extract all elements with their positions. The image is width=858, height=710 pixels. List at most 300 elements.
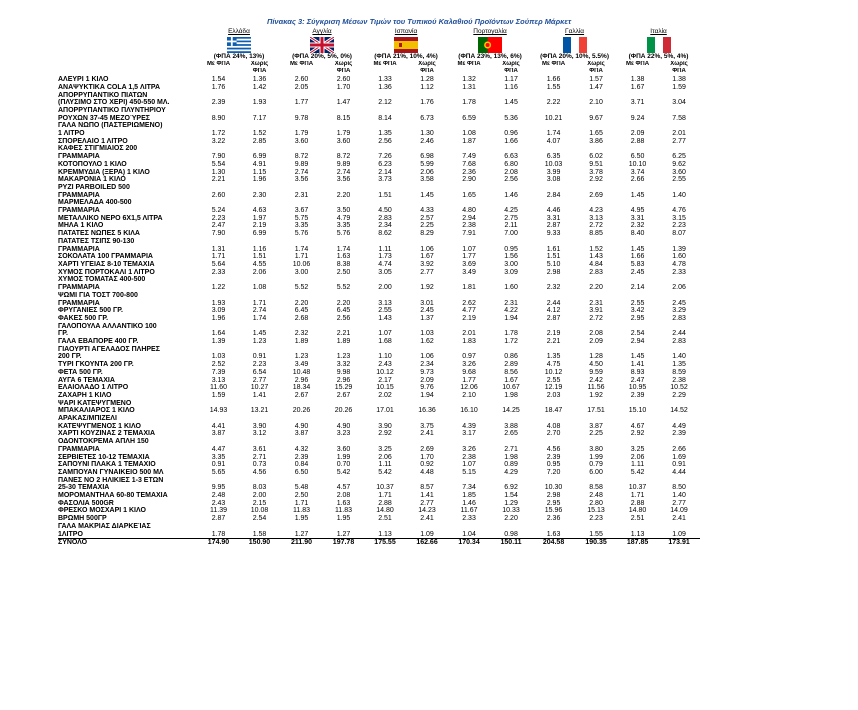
empty-cell: [532, 238, 575, 246]
empty-cell: [406, 92, 448, 100]
country-header-italy: [617, 28, 700, 36]
product-label-line: ΨΩΜΙ ΓΙΑ ΤΟΣΤ 700-800: [58, 291, 138, 299]
flag-cell: [448, 36, 532, 53]
product-label-line: ΧΥΜΟΣ ΤΟΜΑΤΑΣ 400-500: [58, 276, 146, 284]
price-cell: 2.39: [211, 99, 226, 107]
price-cell: 2.34: [378, 222, 392, 230]
total-cell: 211.90: [280, 539, 323, 547]
empty-cell: [448, 292, 490, 300]
table-row-label-continuation: [58, 199, 700, 207]
price-cell: 5.24: [211, 207, 226, 215]
empty-cell: [323, 145, 364, 153]
price-cell: 11.83: [335, 507, 352, 515]
empty-cell: [658, 145, 700, 153]
price-cell: 6.98: [420, 153, 434, 161]
price-cell: 5.83: [630, 260, 645, 268]
empty-cell: [198, 92, 239, 100]
price-cell: 4.48: [420, 468, 434, 476]
price-cell: 1.51: [546, 253, 561, 261]
price-cell: 2.85: [252, 137, 267, 145]
table-row-label-continuation: [58, 523, 700, 531]
empty-cell: [617, 107, 658, 115]
price-cell: 4.78: [672, 260, 686, 268]
price-cell: 1.71: [630, 492, 645, 500]
price-cell: 1.28: [420, 76, 434, 84]
price-cell: 2.11: [504, 222, 518, 230]
empty-cell: [658, 107, 700, 115]
price-cell: 2.15: [252, 499, 267, 507]
price-cell: 1.73: [378, 253, 392, 261]
price-cell: 1.72: [504, 338, 518, 346]
price-cell: 2.70: [546, 430, 561, 438]
empty-cell: [323, 122, 364, 130]
price-cell: 15.96: [544, 507, 563, 515]
price-cell: 4.80: [462, 207, 476, 215]
price-cell: 8.50: [672, 484, 686, 492]
price-cell: 0.79: [589, 461, 603, 469]
price-cell: 6.23: [378, 160, 392, 168]
empty-cell: [658, 184, 700, 192]
product-label: ΠΑΤΑΤΕΣ ΝΩΠΕΣ 5 ΚΙΛΑ: [58, 230, 140, 238]
greece-flag-icon: [227, 37, 251, 53]
price-cell: 1.95: [294, 515, 309, 523]
price-cell: 11.60: [210, 384, 227, 392]
price-cell: 2.75: [504, 214, 518, 222]
empty-cell: [575, 122, 617, 130]
empty-cell: [239, 415, 280, 423]
price-cell: 11.83: [293, 507, 310, 515]
product-label: ΑΛΕΥΡΙ 1 ΚΙΛΟ: [58, 76, 109, 84]
product-label: ΜΑΚΑΡΟΝΙΑ 1 ΚΙΛΟ: [58, 176, 126, 184]
price-cell: 4.49: [672, 422, 686, 430]
price-cell: 1.06: [420, 245, 434, 253]
empty-cell: [323, 292, 364, 300]
price-cell: 7.26: [378, 153, 392, 161]
price-cell: 8.07: [672, 230, 686, 238]
price-cell: 4.41: [211, 422, 226, 430]
price-cell: 10.48: [292, 368, 311, 376]
empty-cell: [280, 523, 323, 531]
empty-cell: [617, 438, 658, 446]
price-cell: 2.06: [252, 268, 267, 276]
empty-cell: [617, 323, 658, 331]
price-cell: 6.73: [420, 114, 434, 122]
price-cell: 1.63: [336, 499, 351, 507]
product-label: ΧΑΡΤΙ ΚΟΥΖΙΝΑΣ 2 ΤΕΜΑΧΙΑ: [58, 430, 156, 438]
without-vat-header-1: Χωρίς: [502, 60, 520, 67]
empty-cell: [239, 184, 280, 192]
price-cell: 2.60: [211, 191, 226, 199]
price-cell: 7.34: [462, 484, 476, 492]
price-cell: 1.23: [294, 353, 309, 361]
france-flag-icon: [563, 37, 587, 53]
product-label-line: ΓΙΑΟΥΡΤΙ ΑΓΕΛΑΔΟΣ ΠΛΗΡΕΣ: [58, 345, 160, 353]
price-cell: 17.01: [376, 407, 394, 415]
price-cell: 2.45: [420, 307, 434, 315]
price-cell: 1.16: [252, 245, 267, 253]
price-cell: 2.77: [252, 376, 267, 384]
empty-cell: [198, 523, 239, 531]
empty-cell: [532, 346, 575, 354]
price-cell: 1.29: [504, 499, 518, 507]
price-cell: 6.59: [462, 114, 476, 122]
empty-cell: [364, 323, 406, 331]
price-cell: 2.23: [589, 515, 603, 523]
table-row: [58, 515, 700, 523]
table-row: [58, 253, 700, 261]
header-blank: [58, 36, 198, 53]
price-cell: 1.45: [630, 245, 645, 253]
empty-cell: [658, 415, 700, 423]
price-cell: 1.36: [252, 76, 267, 84]
price-cell: 8.38: [336, 260, 351, 268]
price-cell: 11.56: [587, 384, 605, 392]
empty-cell: [406, 292, 448, 300]
price-cell: 1.76: [420, 99, 434, 107]
price-cell: 0.91: [252, 353, 267, 361]
price-cell: 2.65: [504, 430, 518, 438]
price-cell: 2.46: [420, 137, 434, 145]
price-cell: 9.76: [420, 384, 434, 392]
price-cell: 8.14: [378, 114, 392, 122]
empty-cell: [239, 346, 280, 354]
price-cell: 1.92: [420, 284, 434, 292]
table-row: [58, 384, 700, 392]
price-cell: 1.43: [589, 253, 603, 261]
price-cell: 3.29: [672, 307, 686, 315]
price-cell: 15.29: [334, 384, 353, 392]
price-cell: 1.89: [294, 338, 309, 346]
price-cell: 10.06: [292, 260, 311, 268]
price-cell: 3.13: [589, 214, 603, 222]
price-cell: 1.74: [294, 245, 309, 253]
header-blank: [58, 68, 198, 76]
empty-cell: [406, 184, 448, 192]
table-row: [58, 246, 700, 254]
empty-cell: [490, 477, 532, 485]
empty-cell: [280, 415, 323, 423]
price-cell: 3.00: [294, 268, 309, 276]
product-label-line: ΜΑΡΜΕΛΑΔΑ 400-500: [58, 199, 132, 207]
price-cell: 1.67: [504, 376, 518, 384]
price-cell: 2.88: [630, 499, 645, 507]
price-cell: 9.78: [294, 114, 309, 122]
price-cell: 3.60: [294, 137, 309, 145]
product-label: ΜΟΡΟΜΑΝΤΗΛΑ 60-80 ΤΕΜΑΧΙΑ: [58, 492, 168, 500]
italy-flag-icon: [647, 37, 671, 53]
price-cell: 11.39: [210, 507, 227, 515]
price-cell: 11.67: [460, 507, 478, 515]
price-cell: 1.98: [504, 391, 518, 399]
price-cell: 1.74: [546, 130, 561, 138]
price-cell: 2.87: [546, 314, 561, 322]
empty-cell: [364, 477, 406, 485]
header-blank: [364, 68, 406, 76]
empty-cell: [364, 438, 406, 446]
price-cell: 6.99: [252, 230, 267, 238]
price-cell: 17.51: [587, 407, 605, 415]
empty-cell: [490, 346, 532, 354]
price-cell: 7.17: [252, 114, 267, 122]
price-cell: 2.47: [211, 222, 226, 230]
price-cell: 10.03: [544, 160, 563, 168]
price-cell: 2.20: [504, 515, 518, 523]
price-cell: 2.41: [420, 515, 434, 523]
price-cell: 2.21: [336, 330, 351, 338]
price-cell: 2.98: [546, 268, 561, 276]
price-cell: 2.32: [294, 330, 309, 338]
price-cell: 1.99: [589, 453, 603, 461]
empty-cell: [406, 477, 448, 485]
price-cell: 2.66: [672, 445, 686, 453]
table-row-label-continuation: [58, 415, 700, 423]
with-vat-header: Με ΦΠΑ: [541, 60, 566, 67]
price-cell: 0.73: [252, 461, 267, 469]
price-cell: 2.42: [589, 376, 603, 384]
price-cell: 13.21: [250, 407, 269, 415]
empty-cell: [406, 145, 448, 153]
empty-cell: [280, 238, 323, 246]
price-cell: 2.52: [211, 361, 226, 369]
table-row: [58, 454, 700, 462]
price-cell: 10.30: [544, 484, 563, 492]
price-cell: 9.89: [294, 160, 309, 168]
price-cell: 6.54: [252, 368, 267, 376]
price-cell: 6.99: [252, 153, 267, 161]
product-label-line: ΚΑΦΕΣ ΣΤΙΓΜΙΑΙΟΣ 200: [58, 145, 138, 153]
price-cell: 3.04: [672, 99, 686, 107]
price-cell: 14.25: [502, 407, 520, 415]
price-cell: 3.01: [420, 299, 434, 307]
price-cell: 1.47: [589, 83, 603, 91]
price-cell: 1.68: [378, 338, 392, 346]
price-cell: 2.89: [504, 361, 518, 369]
price-cell: 2.09: [630, 130, 645, 138]
price-cell: 2.67: [294, 391, 309, 399]
price-cell: 1.37: [420, 314, 434, 322]
table-row: [58, 215, 700, 223]
empty-cell: [490, 276, 532, 284]
empty-cell: [280, 276, 323, 284]
empty-cell: [364, 346, 406, 354]
table-row: [58, 330, 700, 338]
price-cell: 2.96: [294, 376, 309, 384]
price-cell: 8.58: [589, 484, 603, 492]
product-label: ΜΗΛΑ 1 ΚΙΛΟ: [58, 222, 104, 230]
table-row: [58, 84, 700, 92]
table-row-label-continuation: [58, 122, 700, 130]
empty-cell: [575, 292, 617, 300]
price-cell: 1.11: [378, 245, 392, 253]
price-cell: 2.17: [378, 376, 392, 384]
empty-cell: [448, 199, 490, 207]
empty-cell: [198, 323, 239, 331]
price-cell: 6.63: [504, 153, 518, 161]
empty-cell: [617, 184, 658, 192]
price-cell: 4.75: [546, 361, 561, 369]
price-cell: 8.93: [630, 368, 645, 376]
price-cell: 0.96: [504, 130, 518, 138]
table-row: [58, 284, 700, 292]
price-cell: 4.90: [336, 422, 351, 430]
price-cell: 1.96: [252, 176, 267, 184]
price-cell: 1.47: [336, 99, 351, 107]
empty-cell: [617, 92, 658, 100]
price-cell: 2.25: [420, 222, 434, 230]
price-cell: 1.58: [252, 530, 267, 538]
price-cell: 4.90: [294, 422, 309, 430]
price-cell: 1.32: [462, 76, 476, 84]
empty-cell: [658, 122, 700, 130]
product-label: ΓΡΑΜΜΑΡΙΑ: [58, 191, 100, 199]
empty-cell: [448, 145, 490, 153]
price-cell: 1.66: [630, 253, 645, 261]
empty-cell: [406, 415, 448, 423]
price-cell: 10.12: [544, 368, 563, 376]
price-cell: 9.68: [462, 368, 476, 376]
price-cell: 3.91: [589, 307, 603, 315]
price-cell: 3.56: [294, 176, 309, 184]
without-vat-header-2: ΦΠΑ: [420, 68, 434, 75]
empty-cell: [448, 92, 490, 100]
price-cell: 8.85: [589, 230, 603, 238]
price-cell: 9.89: [336, 160, 351, 168]
price-cell: 8.56: [504, 368, 518, 376]
price-cell: 1.97: [252, 214, 267, 222]
empty-cell: [198, 477, 239, 485]
price-cell: 2.19: [462, 314, 476, 322]
price-cell: 1.45: [252, 330, 267, 338]
price-cell: 2.20: [336, 191, 351, 199]
price-cell: 5.42: [336, 468, 351, 476]
uk-flag-icon: [310, 37, 334, 53]
price-cell: 1.28: [589, 353, 603, 361]
price-cell: 2.31: [589, 299, 603, 307]
price-cell: 12.06: [460, 384, 478, 392]
price-cell: 3.67: [294, 207, 309, 215]
price-cell: 2.06: [672, 284, 686, 292]
table-row: [58, 130, 700, 138]
without-vat-header-1: Χωρίς: [250, 60, 269, 67]
price-cell: 2.50: [336, 268, 351, 276]
price-cell: 1.16: [504, 83, 518, 91]
flag-cell: [617, 36, 700, 53]
price-cell: 2.60: [336, 76, 351, 84]
total-cell: 204.58: [532, 539, 575, 547]
price-cell: 4.67: [630, 422, 645, 430]
price-cell: 1.17: [504, 76, 518, 84]
price-cell: 1.04: [462, 530, 476, 538]
total-cell: 173.91: [658, 539, 700, 547]
price-cell: 2.21: [546, 338, 561, 346]
header-blank: [198, 68, 239, 76]
price-cell: 1.41: [252, 391, 267, 399]
empty-cell: [575, 184, 617, 192]
price-cell: 1.67: [630, 83, 645, 91]
price-cell: 2.62: [462, 299, 476, 307]
empty-cell: [658, 92, 700, 100]
price-cell: 2.55: [630, 299, 645, 307]
product-label: ΕΛΑΙΟΛΑΔΟ 1 ΛΙΤΡΟ: [58, 384, 129, 392]
empty-cell: [532, 323, 575, 331]
empty-cell: [198, 238, 239, 246]
price-cell: 8.72: [294, 153, 309, 161]
empty-cell: [406, 523, 448, 531]
price-cell: 10.10: [628, 160, 647, 168]
price-cell: 3.25: [630, 445, 645, 453]
price-cell: 4.47: [211, 445, 226, 453]
price-cell: 2.83: [589, 268, 603, 276]
price-cell: 3.31: [546, 214, 561, 222]
empty-cell: [617, 238, 658, 246]
price-cell: 4.57: [336, 484, 351, 492]
empty-cell: [239, 238, 280, 246]
price-cell: 3.23: [336, 430, 351, 438]
price-cell: 1.81: [462, 284, 476, 292]
price-cell: 2.10: [462, 391, 476, 399]
empty-cell: [280, 122, 323, 130]
price-cell: 7.39: [211, 368, 226, 376]
empty-cell: [448, 107, 490, 115]
with-vat-header: Με ΦΠΑ: [289, 60, 314, 67]
price-cell: 9.73: [420, 368, 434, 376]
price-cell: 1.78: [504, 330, 518, 338]
price-cell: 2.01: [672, 130, 686, 138]
price-cell: 14.93: [209, 407, 228, 415]
price-cell: 1.51: [378, 191, 392, 199]
table-row: [58, 222, 700, 230]
without-vat-header-2: ΦΠΑ: [504, 68, 518, 75]
without-vat-header-2: ΦΠΑ: [336, 68, 351, 75]
header-blank: [617, 68, 658, 76]
empty-cell: [198, 184, 239, 192]
price-cell: 1.54: [211, 76, 226, 84]
table-row: [58, 353, 700, 361]
country-header-portugal: [448, 28, 532, 36]
table-row: [58, 407, 700, 415]
price-cell: 14.09: [670, 507, 688, 515]
price-cell: 3.15: [672, 214, 686, 222]
price-cell: 1.71: [378, 492, 392, 500]
price-cell: 14.80: [628, 507, 647, 515]
price-cell: 2.06: [630, 453, 645, 461]
without-vat-header-1: Χωρίς: [587, 60, 605, 67]
empty-cell: [575, 276, 617, 284]
price-cell: 10.52: [670, 384, 688, 392]
price-cell: 2.19: [252, 222, 267, 230]
empty-cell: [617, 477, 658, 485]
empty-cell: [198, 438, 239, 446]
price-cell: 2.29: [672, 391, 686, 399]
vat-rate: (ΦΠΑ 20%, 10%, 5.5%): [540, 53, 609, 60]
empty-cell: [575, 145, 617, 153]
price-cell: 3.73: [378, 176, 392, 184]
table-row: [58, 507, 700, 515]
empty-cell: [364, 122, 406, 130]
price-cell: 10.21: [544, 114, 563, 122]
price-cell: 2.90: [462, 176, 476, 184]
country-header-france: [532, 28, 617, 36]
without-vat-header-2: ΦΠΑ: [252, 68, 267, 75]
empty-cell: [448, 346, 490, 354]
empty-cell: [490, 438, 532, 446]
product-label-line: ΡΥΖΙ PARBOILED 500: [58, 183, 130, 191]
total-cell: 150.11: [490, 539, 532, 547]
price-cell: 2.72: [589, 314, 603, 322]
price-cell: 5.64: [211, 260, 226, 268]
header-blank: [58, 61, 198, 69]
table-row: [58, 192, 700, 200]
